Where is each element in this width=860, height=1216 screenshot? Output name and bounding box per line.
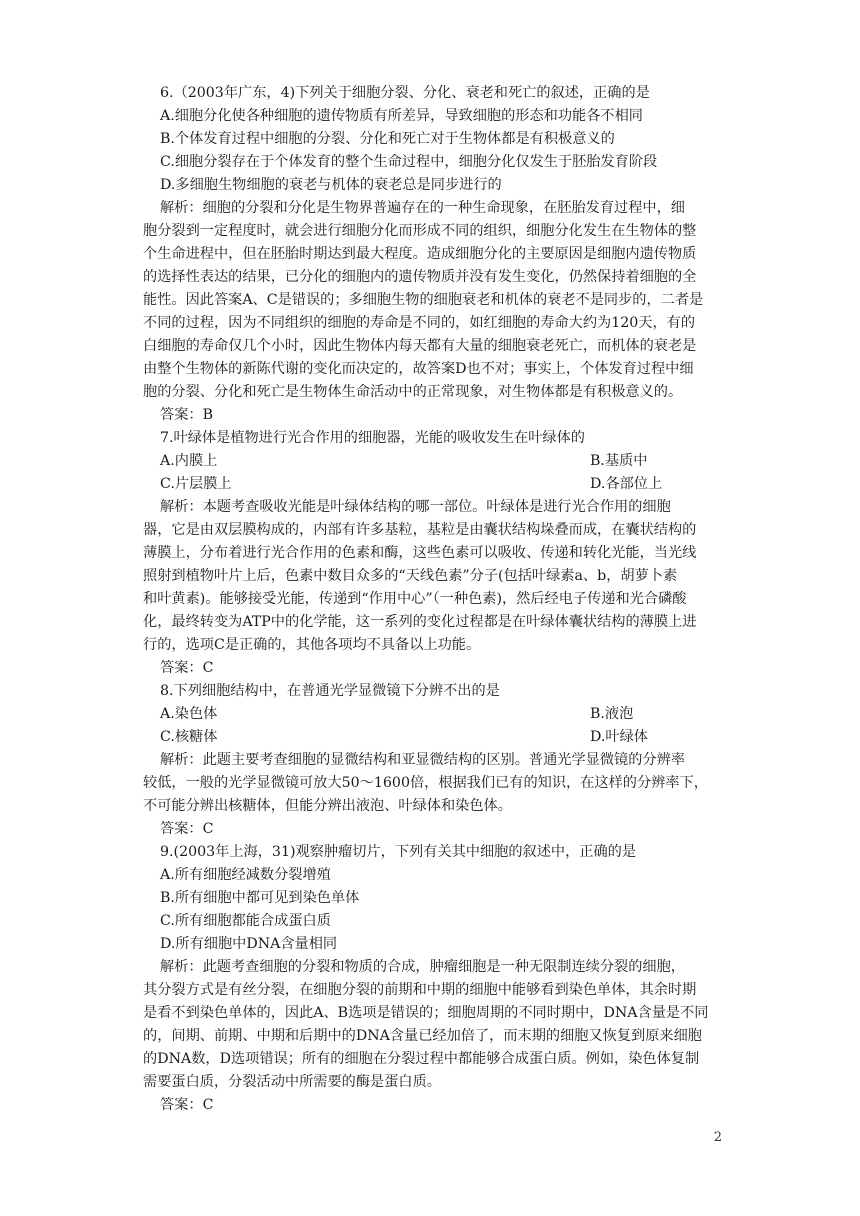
analysis-line: 薄膜上，分布着进行光合作用的色素和酶，这些色素可以吸收、传递和转化光能，当光线: [143, 545, 697, 561]
analysis: [143, 197, 708, 404]
option: D.各部位上: [590, 476, 663, 492]
option-row: [160, 726, 708, 749]
option: B.液泡: [590, 706, 634, 722]
question-stem: 9.(2003年上海，31)观察肿瘤切片，下列有关其中细胞的叙述中，正确的是: [160, 844, 637, 860]
analysis-line: 由整个生物体的新陈代谢的变化而决定的，故答案D也不对；事实上，个体发育过程中细: [143, 361, 694, 377]
question-8: [143, 680, 708, 841]
analysis-line: 胞分裂到一定程度时，就会进行细胞分化而形成不同的组织，细胞分化发生在生物体的整: [143, 223, 697, 239]
analysis-line: 解析：细胞的分裂和分化是生物界普遍存在的一种生命现象，在胚胎发育过程中，细: [160, 200, 685, 216]
option: C.所有细胞都能合成蛋白质: [160, 913, 331, 929]
question-stem: 7.叶绿体是植物进行光合作用的细胞器，光能的吸收发生在叶绿体的: [160, 430, 585, 446]
analysis-line: 解析：本题考查吸收光能是叶绿体结构的哪一部位。叶绿体是进行光合作用的细胞: [160, 499, 671, 515]
analysis-line: 胞的分裂、分化和死亡是生物体生命活动中的正常现象，对生物体都是有积极意义的。: [143, 384, 683, 400]
answer: 答案：B: [160, 407, 213, 423]
option: C.片层膜上: [160, 476, 232, 492]
analysis-line: 不同的过程，因为不同组织的细胞的寿命是不同的，如红细胞的寿命大约为120天，有的: [143, 315, 696, 331]
option: B.个体发育过程中细胞的分裂、分化和死亡对于生物体都是有积极意义的: [160, 131, 615, 147]
answer: 答案：C: [160, 1097, 214, 1113]
option: A.所有细胞经减数分裂增殖: [160, 867, 331, 883]
analysis: [143, 956, 709, 1094]
option: D.多细胞生物细胞的衰老与机体的衰老总是同步进行的: [160, 177, 502, 193]
option: A.染色体: [160, 706, 218, 722]
analysis-line: 白细胞的寿命仅几个小时，因此生物体内每天都有大量的细胞衰老死亡，而机体的衰老是: [143, 338, 697, 354]
document-body: [143, 82, 709, 1117]
analysis-line: 化，最终转变为ATP中的化学能，这一系列的变化过程都是在叶绿体囊状结构的薄膜上进: [143, 614, 697, 630]
answer: 答案：C: [160, 660, 214, 676]
analysis-line: 照射到植物叶片上后，色素中数目众多的“天线色素”分子(包括叶绿素a、b，胡萝卜素: [143, 568, 678, 584]
answer: 答案：C: [160, 821, 214, 837]
option-row: [160, 450, 708, 473]
option: C.细胞分裂存在于个体发育的整个生命过程中，细胞分化仅发生于胚胎发育阶段: [160, 154, 658, 170]
option: B.基质中: [590, 453, 648, 469]
page-number: 2: [713, 1130, 722, 1145]
analysis-line: 解析：此题主要考查细胞的显微结构和亚显微结构的区别。普通光学显微镜的分辨率: [160, 752, 685, 768]
question-9: [143, 841, 709, 1117]
option-row: [160, 703, 708, 726]
option: B.所有细胞中都可见到染色单体: [160, 890, 360, 906]
question-stem: 8.下列细胞结构中，在普通光学显微镜下分辨不出的是: [160, 683, 500, 699]
analysis-line: 的选择性表达的结果，已分化的细胞内的遗传物质并没有发生变化，仍然保持着细胞的全: [143, 269, 697, 285]
analysis: [143, 749, 708, 818]
analysis: [143, 496, 708, 657]
option: D.叶绿体: [590, 729, 648, 745]
analysis-line: 能性。因此答案A、C是错误的；多细胞生物的细胞衰老和机体的衰老不是同步的，二者是: [143, 292, 704, 308]
analysis-line: 器，它是由双层膜构成的，内部有许多基粒，基粒是由囊状结构垛叠而成，在囊状结构的: [143, 522, 697, 538]
analysis-line: 不可能分辨出核糖体，但能分辨出液泡、叶绿体和染色体。: [143, 798, 512, 814]
analysis-line: 其分裂方式是有丝分裂，在细胞分裂的前期和中期的细胞中能够看到染色单体，其余时期: [143, 982, 697, 998]
question-stem: 6.（2003年广东，4)下列关于细胞分裂、分化、衰老和死亡的叙述，正确的是: [160, 85, 650, 101]
option: A.内膜上: [160, 453, 218, 469]
analysis-line: 个生命进程中，但在胚胎时期达到最大程度。造成细胞分化的主要原因是细胞内遗传物质: [143, 246, 697, 262]
option: A.细胞分化使各种细胞的遗传物质有所差异，导致细胞的形态和功能各不相同: [160, 108, 643, 124]
option-row: [160, 473, 708, 496]
analysis-line: 行的，选项C是正确的，其他各项均不具备以上功能。: [143, 637, 481, 653]
analysis-line: 需要蛋白质，分裂活动中所需要的酶是蛋白质。: [143, 1074, 441, 1090]
analysis-line: 的，间期、前期、中期和后期中的DNA含量已经加倍了，而末期的细胞又恢复到原来细胞: [143, 1028, 702, 1044]
option: D.所有细胞中DNA含量相同: [160, 936, 338, 952]
analysis-line: 较低，一般的光学显微镜可放大50～1600倍，根据我们已有的知识，在这样的分辨率下，: [143, 775, 708, 791]
analysis-line: 解析：此题考查细胞的分裂和物质的合成，肿瘤细胞是一种无限制连续分裂的细胞，: [160, 959, 685, 975]
option: C.核糖体: [160, 729, 218, 745]
question-6: [143, 82, 708, 427]
analysis-line: 是看不到染色单体的，因此A、B选项是错误的；细胞周期的不同时期中，DNA含量是不同: [143, 1005, 709, 1021]
analysis-line: 的DNA数，D选项错误；所有的细胞在分裂过程中都能够合成蛋白质。例如，染色体复制: [143, 1051, 700, 1067]
question-7: [143, 427, 708, 680]
analysis-line: 和叶黄素)。能够接受光能，传递到“作用中心”（一种色素)，然后经电子传递和光合磷酸: [143, 591, 687, 607]
